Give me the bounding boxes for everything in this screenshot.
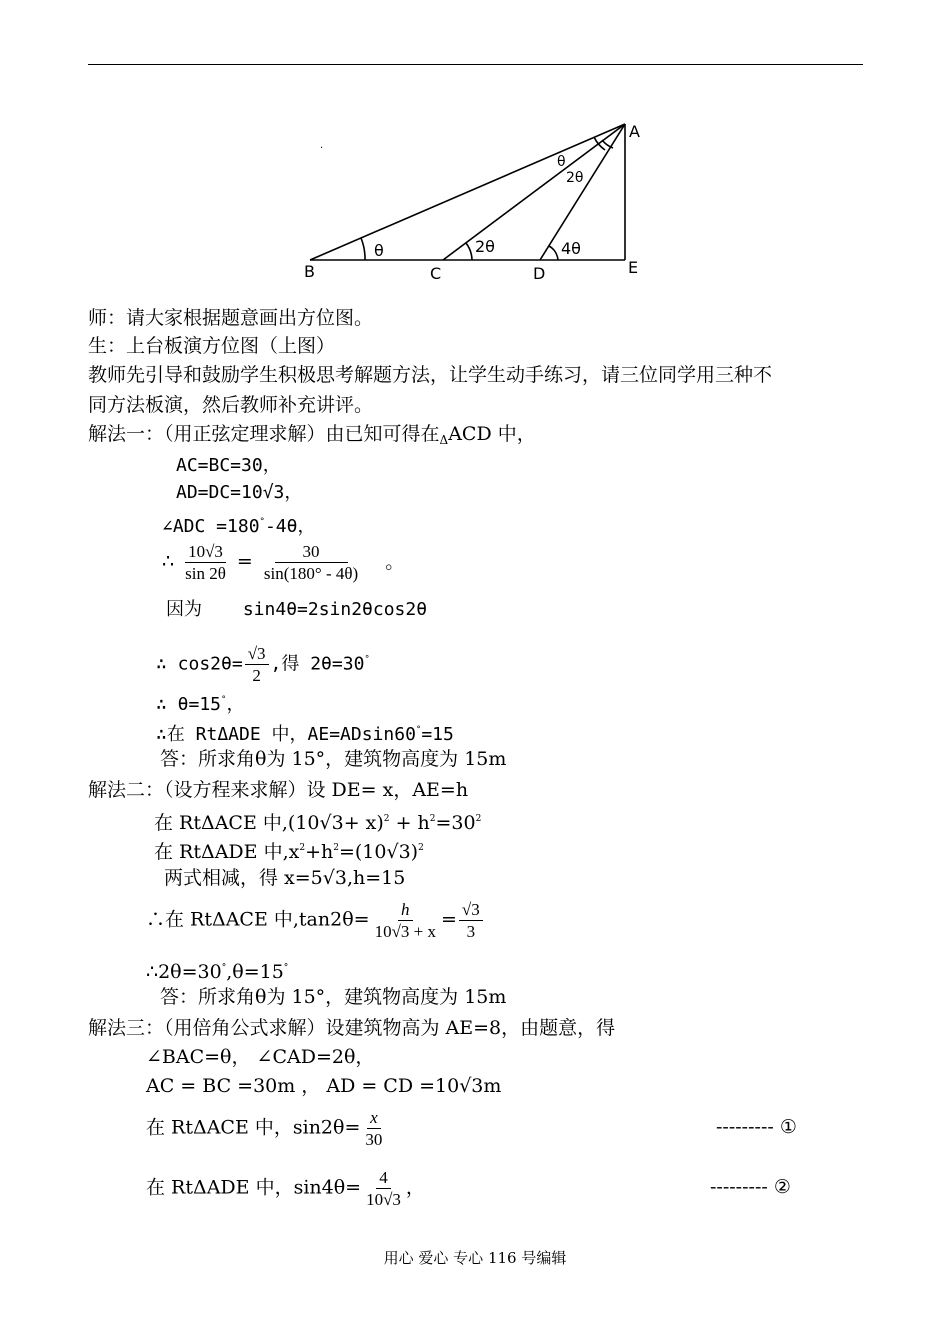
label-C: C: [430, 264, 442, 283]
s1-line-f: ∴ cos2θ= $\frac{√3}{2}$ ,得 2θ=30°: [156, 644, 370, 685]
s2-line-a: 在 RtΔACE 中$,(10√3+ x)^2 + h^2=30^2$: [154, 812, 482, 834]
s2-line-b: 在 RtΔADE 中$,x^2+h^2=(10√3)^2$: [154, 841, 424, 863]
angle-D: 4θ: [561, 239, 581, 258]
angle-B: θ: [374, 241, 384, 260]
s1-line-g: ∴ θ=15°，: [156, 694, 245, 715]
s1-answer: 答：所求角θ为 15°，建筑物高度为 15m: [160, 748, 507, 770]
line-intro-a: 教师先引导和鼓励学生积极思考解题方法，让学生动手练习，请三位同学用三种不: [88, 364, 773, 386]
angle-C: 2θ: [475, 237, 495, 256]
s1-line-e: 因为 sin4θ=2sin2θcos2θ: [166, 599, 428, 620]
s2-line-c: 两式相减，得 x=5√3,h=15: [164, 867, 406, 889]
solution3-heading: 解法三：（用倍角公式求解）设建筑物高为 AE=8，由题意，得: [88, 1017, 616, 1039]
stray-dot: .: [320, 140, 324, 151]
s1-line-b: AD=DC=10√3，: [176, 482, 303, 503]
arc-A2: [602, 140, 613, 148]
label-A: A: [629, 122, 640, 141]
s1-line-h: ∴在 RtΔADE 中，AE=ADsin60°=15: [156, 724, 454, 745]
solution1-heading: 解法一：（用正弦定理求解）由已知可得在$_\Delta$ACD 中，: [88, 423, 536, 447]
label-D: D: [533, 264, 546, 283]
line-intro-b: 同方法板演，然后教师补充讲评。: [88, 394, 374, 416]
angle-A-1: θ: [557, 154, 566, 170]
equation-marker-2: --------- ②: [710, 1176, 791, 1198]
equation-marker-1: --------- ①: [716, 1116, 797, 1138]
fraction-sqrt3-over-2: $\frac{√3}{2}$: [245, 644, 269, 685]
fraction-30-over-sin: $\frac{30}{\sin(180^\circ - 4\theta)}$: [263, 542, 359, 583]
line-student: 生：上台板演方位图（上图）: [88, 335, 336, 357]
arc-C: [466, 243, 472, 260]
label-E: E: [628, 258, 639, 277]
fraction-x-over-30: $\frac{x}{30}$: [365, 1108, 383, 1149]
s2-line-e: ∴2θ=30°,θ=15°: [146, 961, 289, 983]
arc-B: [361, 238, 365, 260]
s1-line-a: AC=BC=30，: [176, 455, 281, 476]
line-AD: [540, 124, 625, 260]
angle-A-2: 2θ: [566, 170, 584, 186]
s3-line-a: ∠BAC=θ， ∠CAD=2θ，: [146, 1046, 375, 1068]
fraction-4-over-10sqrt3: $\frac{4}{10√3}$: [366, 1168, 401, 1209]
fraction-10sqrt3-over-sin2theta: $\frac{10√3}{\sin 2\theta}$: [185, 542, 226, 583]
s1-line-c: ∠ADC =180°-4θ，: [162, 516, 316, 537]
s3-line-c: 在 RtΔACE 中，sin2θ= $\frac{x}{30}$: [146, 1108, 387, 1149]
line-AC: [443, 124, 625, 260]
s2-answer: 答：所求角θ为 15°，建筑物高度为 15m: [160, 986, 507, 1008]
label-B: B: [304, 262, 315, 281]
page-footer: 用心 爱心 专心 116 号编辑: [383, 1249, 567, 1267]
solution2-heading: 解法二：（设方程来求解）设 DE= x，AE=h: [88, 779, 469, 801]
fraction-h-over-sum: $\frac{h}{10√3 + x}$: [374, 900, 436, 941]
s3-line-d: 在 RtΔADE 中，sin4θ= $\frac{4}{10√3}$ ，: [146, 1168, 425, 1209]
s3-line-b: AC = BC =30m ， AD = CD =10√3m: [146, 1075, 502, 1097]
triangle-diagram: [0, 0, 950, 300]
line-teacher: 师：请大家根据题意画出方位图。: [88, 307, 374, 329]
s2-line-d: ∴在 RtΔACE 中,tan2θ= $\frac{h}{10√3 + x}$ = $\frac{√3}{3}$: [146, 900, 485, 941]
fraction-sqrt3-over-3: $\frac{√3}{3}$: [459, 900, 483, 941]
s1-line-d: ∴ $\frac{10√3}{\sin 2\theta}$ = $\frac{30}{\sin(180^\circ - 4\theta)}$ 。: [162, 542, 405, 583]
arc-D: [549, 246, 558, 260]
